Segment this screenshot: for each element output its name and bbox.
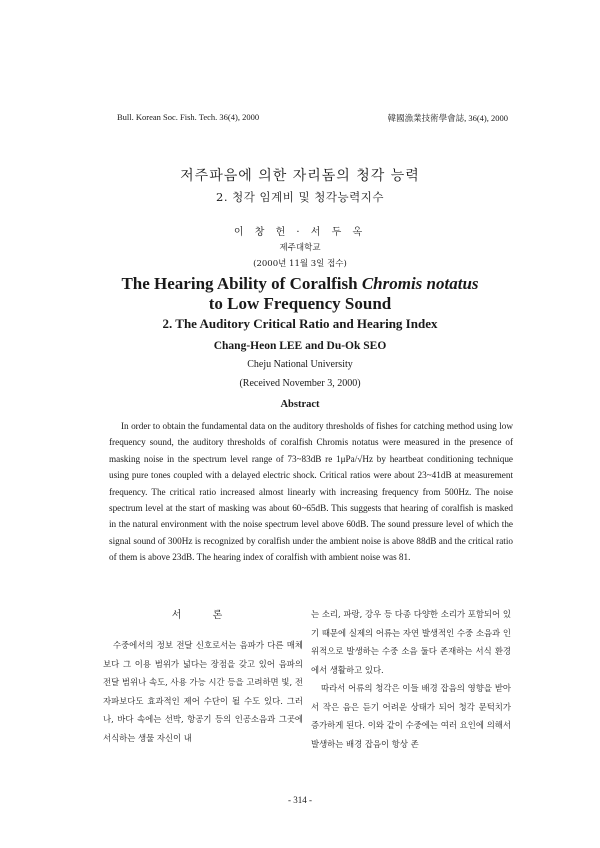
intro-right-paragraph-1: 는 소리, 파랑, 강우 등 다종 다양한 소리가 포함되어 있기 때문에 실제의 어류는 자연 발생적인 수중 소음과 인위적으로 발생하는 수중 소음 둘다 존재하는 서식 환경에서 생활하고 있다. (311, 609, 511, 675)
korean-subtitle: 2. 청각 임계비 및 청각능력지수 (216, 190, 384, 204)
korean-authors: 이 창 헌 · 서 두 옥 (233, 227, 367, 238)
english-authors: Chang-Heon LEE and Du-Ok SEO (213, 340, 387, 352)
english-title-prefix: The Hearing Ability of Coralfish (121, 274, 362, 293)
english-title-line2: to Low Frequency Sound (208, 294, 392, 313)
english-title-species: Chromis notatus (361, 274, 479, 293)
korean-title: 저주파음에 의한 자리돔의 청각 능력 (180, 168, 420, 184)
korean-received-date: (2000년 11월 3일 접수) (253, 259, 347, 269)
journal-header-english: Bull. Korean Soc. Fish. Tech. 36(4), 2000 (117, 112, 260, 122)
intro-right-column (311, 605, 511, 753)
journal-header-korean: 韓國漁業技術學會誌, 36(4), 2000 (387, 113, 508, 123)
english-title (0, 274, 600, 314)
english-subtitle: 2. The Auditory Critical Ratio and Hearing Index (162, 316, 438, 331)
introduction-heading: 서 론 (171, 610, 237, 621)
intro-right-paragraph-2: 따라서 어류의 청각은 이들 배경 잡음의 영향을 받아서 작은 음은 듣기 어려운 상태가 되어 청각 문턱치가 증가하게 된다. 이와 같이 수중에는 여러 요인에 의해서 발생하는 배경 잡음이 항상 존 (311, 683, 511, 749)
intro-left-column (103, 636, 303, 747)
intro-left-paragraph: 수중에서의 정보 전달 신호로서는 음파가 다른 매체보다 그 이용 범위가 넓다는 장점을 갖고 있어 음파의 전달 범위나 속도, 사용 가능 시간 등을 고려하면 빛, 전자파보다도 효과적인 제어 수단이 될 수도 있다. 그러나, 바다 속에는 선박, 항공기 등의 인공소음과 그곳에 서식하는 생물 자신이 내 (103, 640, 303, 743)
korean-affiliation: 제주대학교 (279, 243, 321, 253)
abstract-text: In order to obtain the fundamental data on the auditory thresholds of fishes for catching method using low frequency sound, the auditory thresholds of coralfish Chromis notatus were measured in the presence of masking noise in the spectrum level range of 73~83dB re 1μPa/√Hz by heartbeat conditioning technique using pure tones coupled with a delayed electric shock. Critical ratios were about 23~41dB at measurement frequency. The critical ratio increased almost linearly with increasing frequency from 500Hz. The noise spectrum level at the start of masking was about 60~65dB. This suggests that hearing of coralfish is masked in the natural environment with the noise spectrum level above 60dB. The sound pressure level of which the signal sound of 300Hz is recognized by coralfish under the ambient noise is above 88dB and the critical ratio of them is above 23dB. The hearing index of coralfish with ambient noise was 81. (109, 421, 513, 563)
abstract-heading: Abstract (280, 399, 320, 410)
english-affiliation: Cheju National University (247, 359, 353, 370)
page-number: - 314 - (288, 795, 312, 805)
english-received-date: (Received November 3, 2000) (239, 378, 361, 389)
english-title-line1 (0, 274, 600, 294)
